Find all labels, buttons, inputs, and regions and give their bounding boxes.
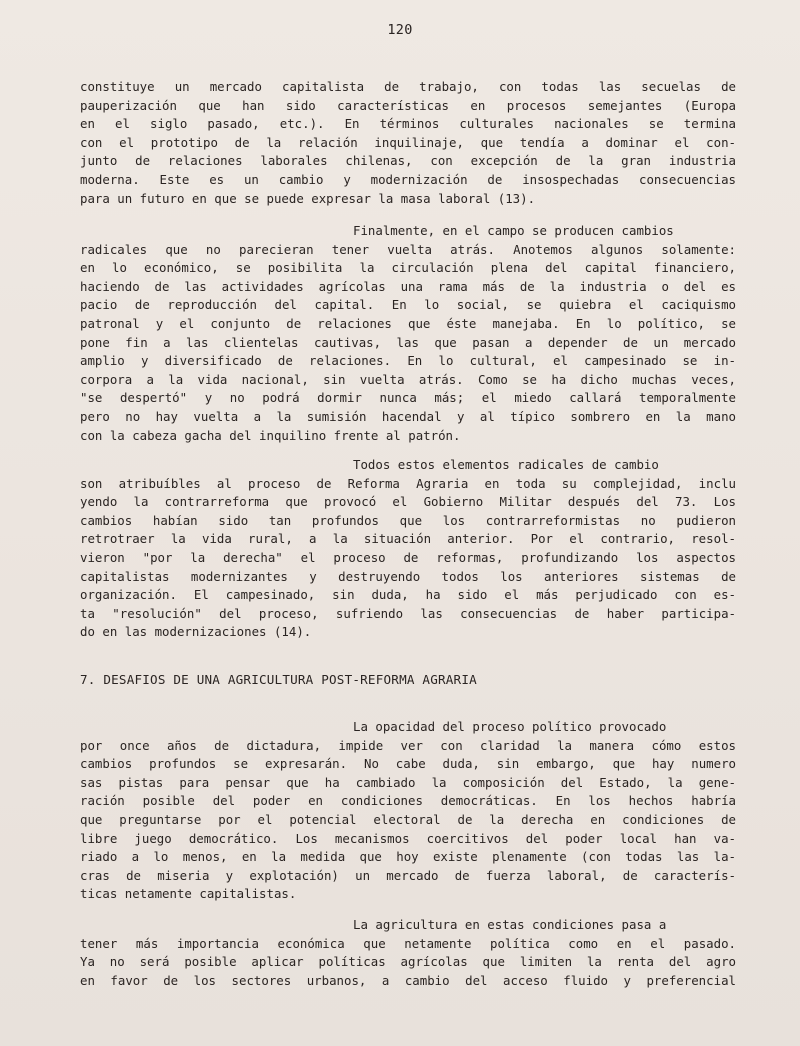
text-line: en lo económico, se posibilita la circulación plena del capital financiero, [80,260,736,276]
text-line: pero no hay vuelta a la sumisión hacendal y al típico sombrero en la mano [80,408,736,424]
text-line: ración posible del poder en condiciones democráticas. En los hechos habría [80,793,736,809]
paragraph-3 [80,456,736,642]
text-line: pone fin a las clientelas cautivas, las que pasan a depender de un mercado [80,334,736,350]
text-line: cambios profundos se expresarán. No cabe duda, sin embargo, que hay numero [80,756,736,772]
paragraph-1 [80,78,736,208]
text-line: para un futuro en que se puede expresar la masa laboral (13). [80,190,536,206]
text-line: sas pistas para pensar que ha cambiado la composición del Estado, la gene- [80,774,736,790]
text-line: moderna. Este es un cambio y modernización de insospechadas consecuencias [80,171,736,187]
text-line: do en las modernizaciones (14). [80,624,312,640]
paragraph-5 [80,916,736,990]
paragraph-2 [80,222,736,445]
text-line: cras de miseria y explotación) un mercado de fuerza laboral, de caracterís- [80,867,736,883]
text-line: retrotraer la vida rural, a la situación anterior. Por el contrario, resol- [80,531,736,547]
text-line: cambios habían sido tan profundos que los contrarreformistas no pudieron [80,512,736,528]
text-line: La agricultura en estas condiciones pasa a [353,917,667,932]
text-line: en favor de los sectores urbanos, a cambio del acceso fluido y preferencial [80,972,736,988]
paragraph-4 [80,718,736,904]
text-line: Finalmente, en el campo se producen cambios [353,223,674,238]
text-line: ta "resolución" del proceso, sufriendo las consecuencias de haber participa- [80,605,736,621]
text-line: capitalistas modernizantes y destruyendo todos los anteriores sistemas de [80,568,736,584]
text-line: Todos estos elementos radicales de cambio [353,457,659,472]
text-line: vieron "por la derecha" el proceso de reformas, profundizando los aspectos [80,549,736,565]
text-line: La opacidad del proceso político provocado [353,719,667,734]
text-line: pacio de reproducción del capital. En lo social, se quiebra el caciquismo [80,297,736,313]
text-line: Ya no será posible aplicar políticas agrícolas que limiten la renta del agro [80,954,736,970]
text-line: son atribuíbles al proceso de Reforma Agraria en toda su complejidad, inclu [80,475,736,491]
text-line: radicales que no parecieran tener vuelta atrás. Anotemos algunos solamente: [80,241,736,257]
text-line: por once años de dictadura, impide ver con claridad la manera cómo estos [80,737,736,753]
text-line: ticas netamente capitalistas. [80,886,297,902]
text-line: pauperización que han sido características en procesos semejantes (Europa [80,97,736,113]
page-number: 120 [387,22,413,38]
text-line: constituye un mercado capitalista de trabajo, con todas las secuelas de [80,79,736,94]
text-line: con la cabeza gacha del inquilino frente al patrón. [80,427,461,443]
text-line: amplio y diversificado de relaciones. En lo cultural, el campesinado se in- [80,353,736,369]
text-line: riado a lo menos, en la medida que hoy existe plenamente (con todas las la- [80,849,736,865]
text-line: con el prototipo de la relación inquilinaje, que tendía a dominar el con- [80,134,736,150]
text-line: corpora a la vida nacional, sin vuelta atrás. Como se ha dicho muchas veces, [80,371,736,387]
text-line: libre juego democrático. Los mecanismos coercitivos del poder local han va- [80,830,736,846]
text-line: yendo la contrarreforma que provocó el Gobierno Militar después del 73. Los [80,494,736,510]
text-line: organización. El campesinado, sin duda, ha sido el más perjudicado con es- [80,587,736,603]
text-line: que preguntarse por el potencial electoral de la derecha en condiciones de [80,811,736,827]
section-heading: 7. DESAFIOS DE UNA AGRICULTURA POST-REFORMA AGRARIA [80,672,477,687]
text-line: patronal y el conjunto de relaciones que éste manejaba. En lo político, se [80,315,736,331]
text-line: junto de relaciones laborales chilenas, con excepción de la gran industria [80,153,736,169]
text-line: haciendo de las actividades agrícolas una rama más de la industria o del es [80,278,736,294]
text-line: tener más importancia económica que netamente política como en el pasado. [80,935,736,951]
text-line: "se despertó" y no podrá dormir nunca más; el miedo callará temporalmente [80,390,736,406]
text-line: en el siglo pasado, etc.). En términos culturales nacionales se termina [80,116,736,132]
